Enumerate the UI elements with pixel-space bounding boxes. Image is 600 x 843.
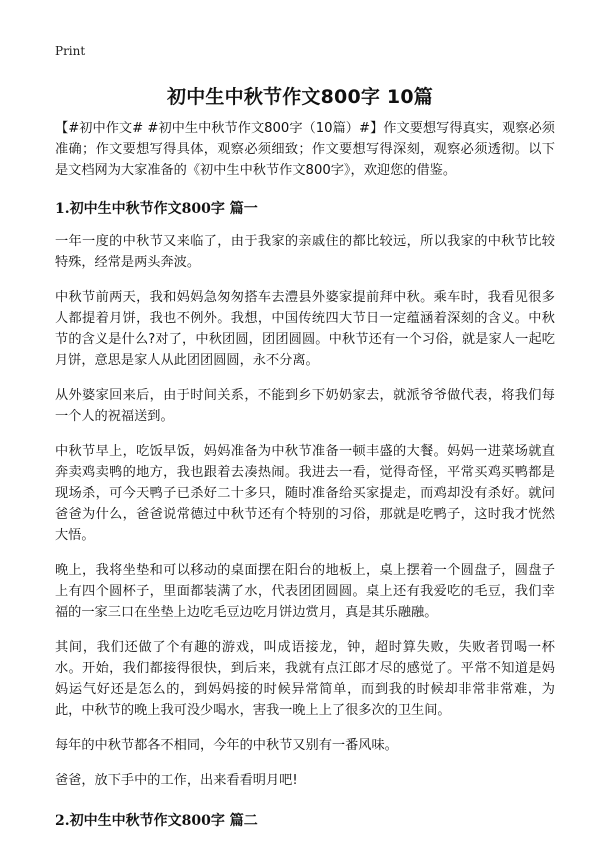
section-1-title: 1.初中生中秋节作文800字 篇一 [55,201,258,217]
section-1-paragraph-5: 晚上，我将坐垫和可以移动的桌面摆在阳台的地板上，桌上摆着一个圆盘子，圆盘子上有四个圆杯子，里面都装满了水，代表团团圆圆。桌上还有我爱吃的毛豆，我们幸福的一家三口在坐垫上边吃毛豆边吃月饼边赏月，真是其乐融融。 [55,563,555,620]
article-content [55,118,555,843]
print-link[interactable]: Print [55,44,86,58]
section-1-paragraph-4: 中秋节早上，吃饭早饭，妈妈准备为中秋节准备一顿丰盛的大餐。妈妈一进菜场就直奔卖鸡卖鸭的地方，我也跟着去凑热闹。我进去一看，觉得奇怪，平常买鸡买鸭都是现场杀，可今天鸭子已杀好二十多只，随时准备给买家提走，而鸡却没有杀好。就问爸爸为什么，爸爸说常德过中秋节还有个特别的习俗，那就是吃鸭子，这时我才恍然大悟。 [55,444,555,543]
section-1-paragraph-2: 中秋节前两天，我和妈妈急匆匆搭车去澧县外婆家提前拜中秋。乘车时，我看见很多人都提着月饼，我也不例外。我想，中国传统四大节日一定蕴涵着深刻的含义。中秋节的含义是什么?对了，中秋团圆，团团圆圆。中秋节还有一个习俗，就是家人一起吃月饼，意思是家人从此团团圆圆，永不分离。 [55,290,555,368]
intro-paragraph: 【#初中作文# #初中生中秋节作文800字（10篇）#】作文要想写得真实，观察必须准确；作文要想写得具体，观察必须细致；作文要想写得深刻，观察必须透彻。以下是文档网为大家准备的《初中生中秋节作文800字》，欢迎您的借鉴。 [55,121,555,178]
section-1-paragraph-3: 从外婆家回来后，由于时间关系，不能到乡下奶奶家去，就派爷爷做代表，将我们每一个人的祝福送到。 [55,388,555,424]
page-title: 初中生中秋节作文800字 10篇 [167,86,433,108]
section-1-paragraph-6: 其间，我们还做了个有趣的游戏，叫成语接龙，钟，超时算失败，失败者罚喝一杯水。开始，我们都接得很快，到后来，我就有点江郎才尽的感觉了。平常不知道是妈妈运气好还是怎么的，到妈妈接的时候异常简单，而到我的时候却非常非常难，为此，中秋节的晚上我可没少喝水，害我一晚上上了很多次的卫生间。 [55,640,555,718]
section-1-paragraph-1: 一年一度的中秋节又来临了，由于我家的亲戚住的都比较远，所以我家的中秋节比较特殊，经常是两头奔波。 [55,234,555,270]
section-1-paragraph-8: 爸爸，放下手中的工作，出来看看明月吧! [55,773,298,788]
section-1-paragraph-7: 每年的中秋节都各不相同，今年的中秋节又别有一番风味。 [55,738,398,753]
section-2-title: 2.初中生中秋节作文800字 篇二 [55,813,258,829]
